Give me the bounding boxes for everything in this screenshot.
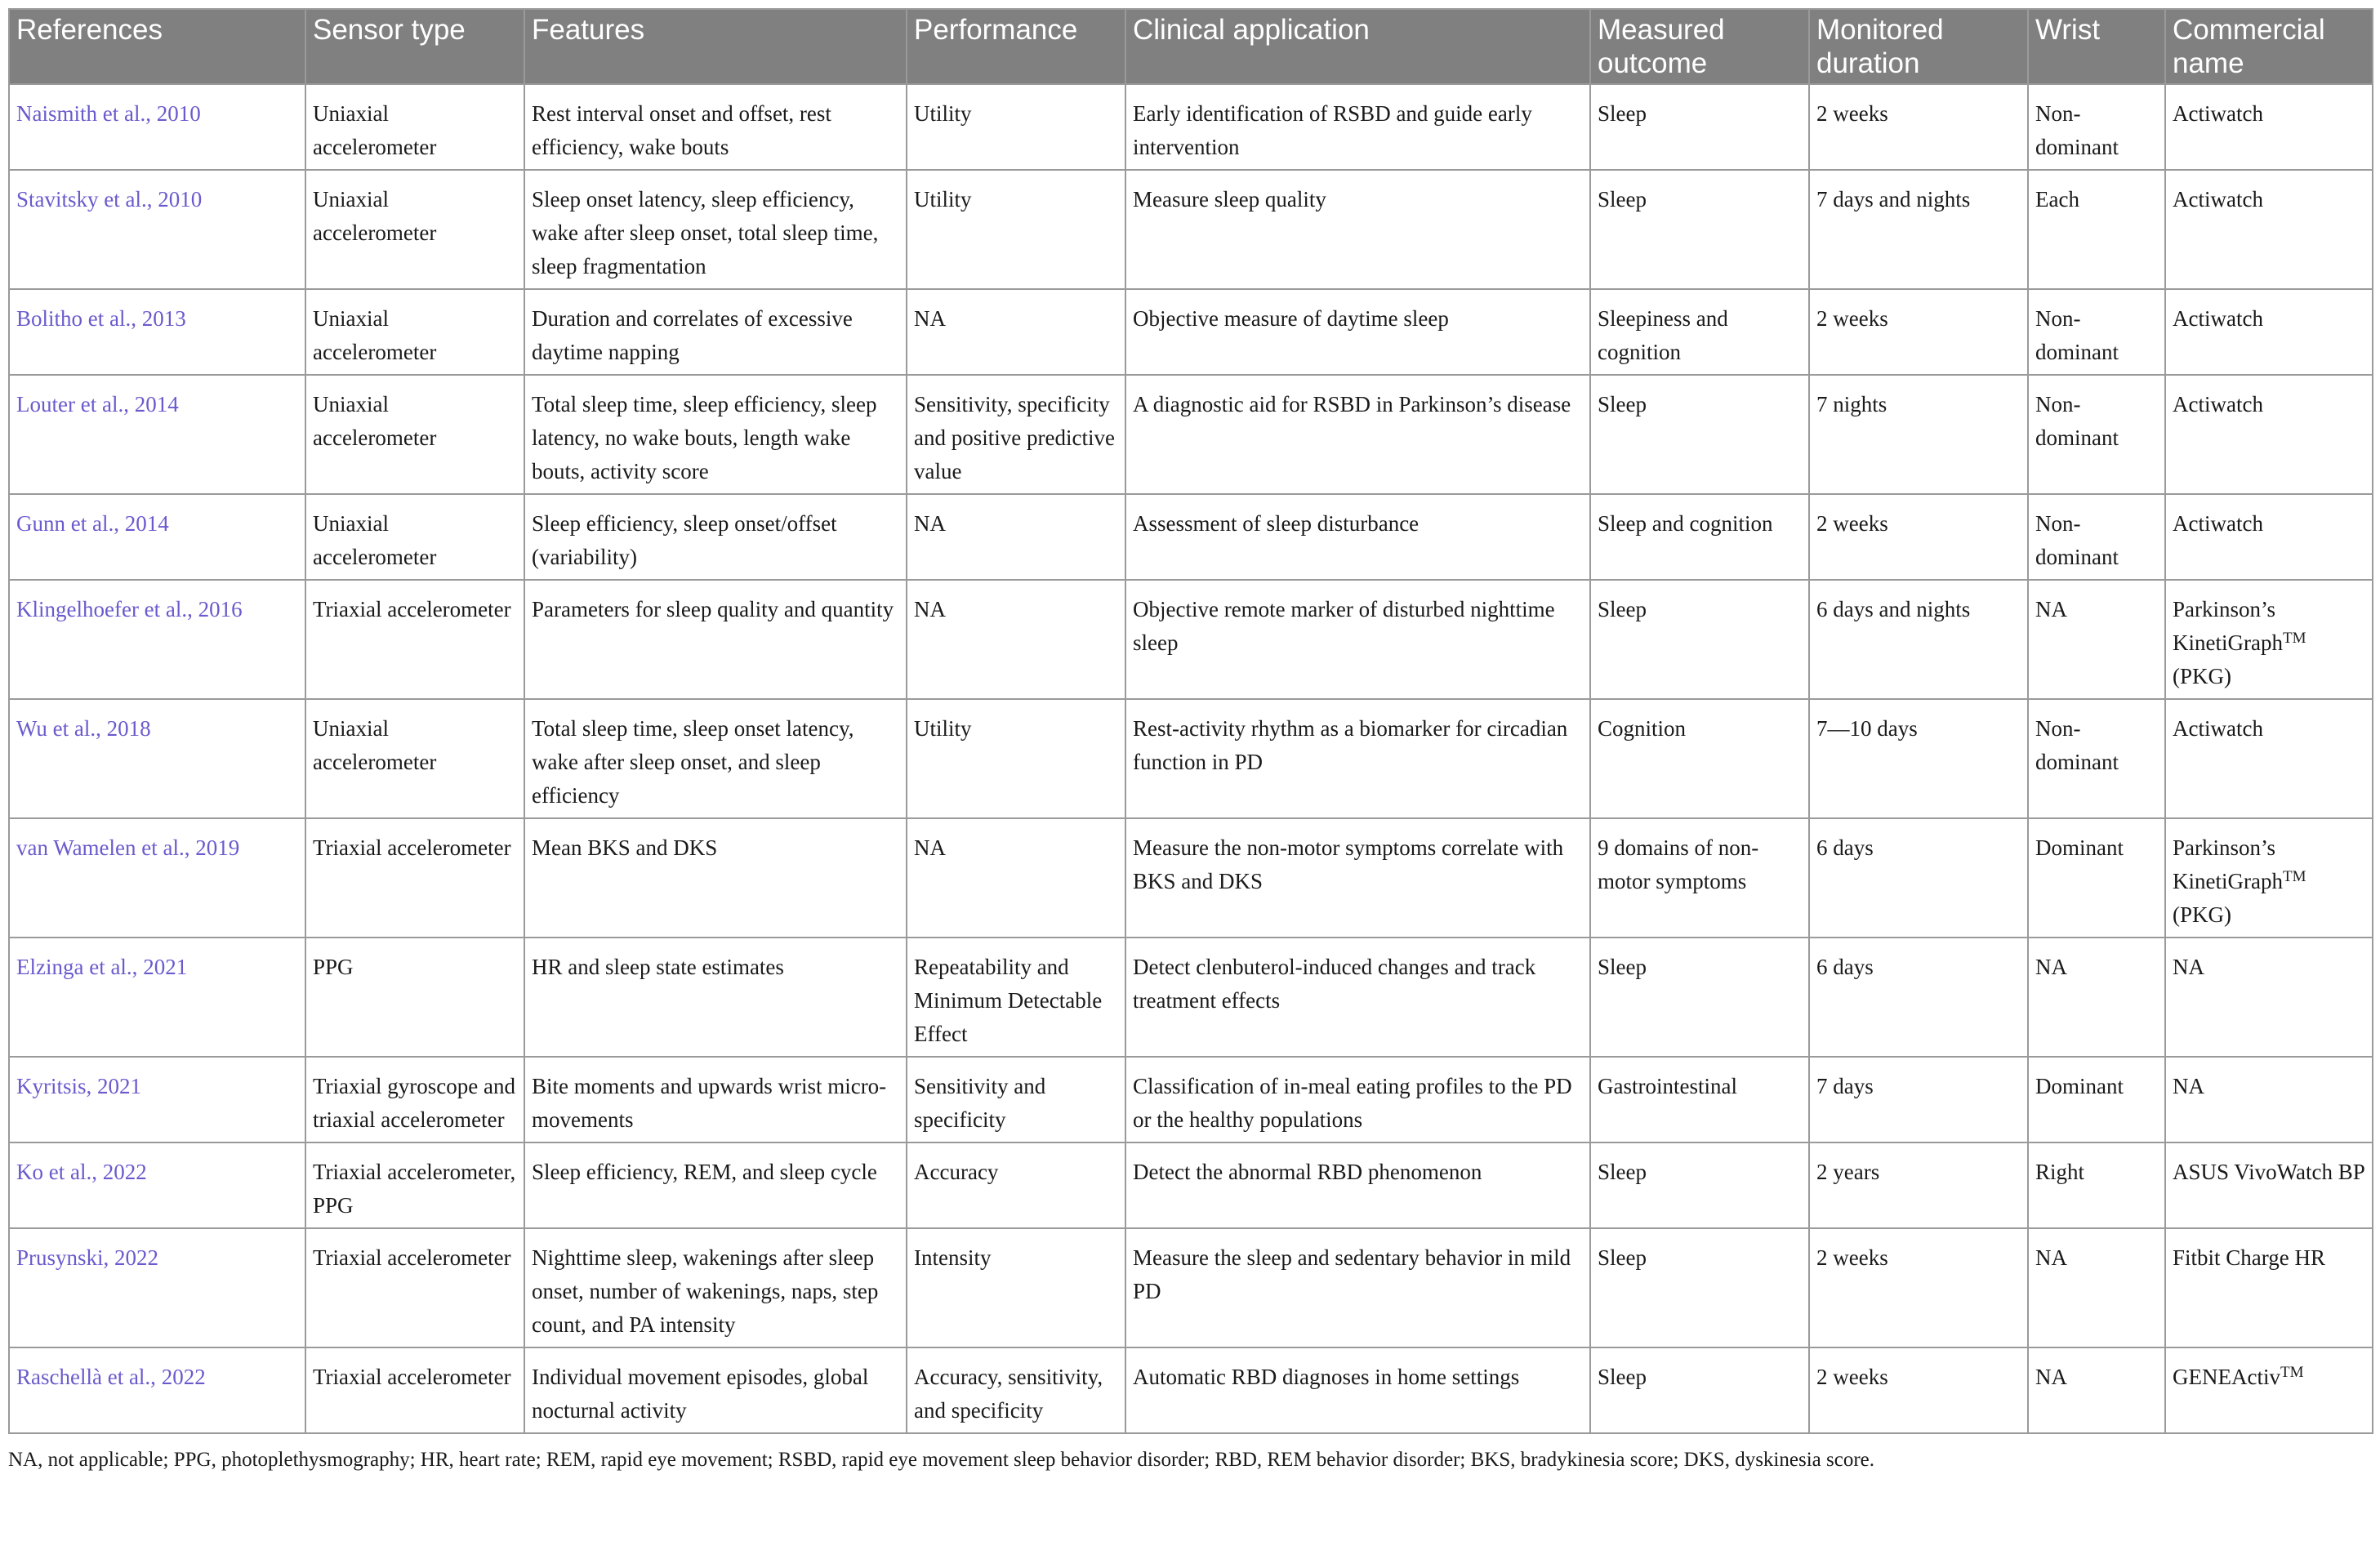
outcome-cell: Sleep and cognition <box>1590 494 1809 580</box>
duration-cell: 2 weeks <box>1809 84 2028 170</box>
features-cell: Individual movement episodes, global nocturnal activity <box>524 1347 907 1433</box>
commercial-cell <box>2165 580 2373 699</box>
sensor-cell: Uniaxial accelerometer <box>305 84 524 170</box>
sensor-cell: Triaxial accelerometer <box>305 580 524 699</box>
application-line: Rest-activity rhythm as a biomarker for circadian <box>1133 716 1568 741</box>
reference-cell[interactable] <box>9 1142 305 1228</box>
commercial-cell <box>2165 1347 2373 1433</box>
reference-cell[interactable] <box>9 289 305 375</box>
sensor-cell: PPG <box>305 938 524 1057</box>
table-row <box>9 84 2373 170</box>
outcome-cell: Sleep <box>1590 580 1809 699</box>
sensor-cell: Uniaxial accelerometer <box>305 289 524 375</box>
reference-author: Louter et al., <box>16 392 135 416</box>
sensor-cell: Uniaxial accelerometer <box>305 375 524 494</box>
commercial-name: Parkinson’s KinetiGraph <box>2173 835 2283 893</box>
header-monitored-duration: Monitored duration <box>1809 9 2028 84</box>
application-cell <box>1125 699 1590 818</box>
sensor-cell: Uniaxial accelerometer <box>305 494 524 580</box>
trademark-sup: TM <box>2282 868 2306 885</box>
outcome-cell: Sleep <box>1590 1142 1809 1228</box>
outcome-cell: Sleep <box>1590 84 1809 170</box>
application-cell: Detect clenbuterol-induced changes and track treatment effects <box>1125 938 1590 1057</box>
outcome-cell: Sleepiness and cognition <box>1590 289 1809 375</box>
application-cell: Automatic RBD diagnoses in home settings <box>1125 1347 1590 1433</box>
wrist-cell: Dominant <box>2028 818 2165 938</box>
commercial-cell <box>2165 375 2373 494</box>
commercial-name: Fitbit Charge HR <box>2173 1245 2326 1270</box>
performance-cell: Intensity <box>907 1228 1125 1347</box>
performance-cell: Repeatability and Minimum Detectable Effect <box>907 938 1125 1057</box>
reference-author: Kyritsis, <box>16 1074 98 1098</box>
commercial-cell <box>2165 1142 2373 1228</box>
performance-cell: Accuracy, sensitivity, and specificity <box>907 1347 1125 1433</box>
reference-cell[interactable] <box>9 818 305 938</box>
performance-cell: Sensitivity and specificity <box>907 1057 1125 1142</box>
reference-author: Raschellà et al., <box>16 1365 162 1389</box>
reference-year-link[interactable]: 2022 <box>161 1365 206 1389</box>
duration-cell: 2 weeks <box>1809 1228 2028 1347</box>
duration-cell: 2 years <box>1809 1142 2028 1228</box>
commercial-cell <box>2165 84 2373 170</box>
reference-cell[interactable] <box>9 699 305 818</box>
reference-author: Naismith et al., <box>16 101 157 126</box>
table-row <box>9 1228 2373 1347</box>
reference-year-link[interactable]: 2014 <box>124 511 169 536</box>
outcome-cell: 9 domains of non-motor symptoms <box>1590 818 1809 938</box>
reference-year-link[interactable]: 2022 <box>102 1160 147 1184</box>
features-cell: Rest interval onset and offset, rest efficiency, wake bouts <box>524 84 907 170</box>
wrist-cell: Non-dominant <box>2028 84 2165 170</box>
commercial-cell <box>2165 1228 2373 1347</box>
commercial-name: Actiwatch <box>2173 101 2263 126</box>
reference-year-link[interactable]: 2010 <box>156 101 201 126</box>
duration-cell: 7 nights <box>1809 375 2028 494</box>
performance-cell: Utility <box>907 84 1125 170</box>
wrist-cell: NA <box>2028 1228 2165 1347</box>
commercial-cell <box>2165 289 2373 375</box>
commercial-name: Actiwatch <box>2173 392 2263 416</box>
header-references: References <box>9 9 305 84</box>
table-row <box>9 289 2373 375</box>
commercial-name: Actiwatch <box>2173 306 2263 331</box>
application-cell: Detect the abnormal RBD phenomenon <box>1125 1142 1590 1228</box>
outcome-cell: Sleep <box>1590 375 1809 494</box>
trademark-sup: TM <box>2280 1364 2304 1381</box>
reference-cell[interactable] <box>9 494 305 580</box>
duration-cell: 2 weeks <box>1809 289 2028 375</box>
features-cell: Total sleep time, sleep onset latency, wake after sleep onset, and sleep efficiency <box>524 699 907 818</box>
reference-author: Elzinga et al., <box>16 955 144 979</box>
table-body <box>9 84 2373 1433</box>
reference-cell[interactable] <box>9 580 305 699</box>
table-row <box>9 580 2373 699</box>
reference-author: Ko et al., <box>16 1160 103 1184</box>
application-cell: Early identification of RSBD and guide early intervention <box>1125 84 1590 170</box>
wrist-cell: Non-dominant <box>2028 289 2165 375</box>
features-cell: Sleep onset latency, sleep efficiency, wake after sleep onset, total sleep time, sleep fragmentation <box>524 170 907 289</box>
reference-year-link[interactable]: 2021 <box>143 955 188 979</box>
features-cell: Mean BKS and DKS <box>524 818 907 938</box>
wrist-cell: Dominant <box>2028 1057 2165 1142</box>
reference-cell[interactable] <box>9 1228 305 1347</box>
wrist-cell: Non-dominant <box>2028 494 2165 580</box>
sensor-cell: Triaxial accelerometer <box>305 1347 524 1433</box>
table-row <box>9 818 2373 938</box>
features-cell: Duration and correlates of excessive daytime napping <box>524 289 907 375</box>
reference-year-link[interactable]: 2010 <box>158 187 203 212</box>
table-row <box>9 699 2373 818</box>
commercial-name: GENEActiv <box>2173 1365 2280 1389</box>
performance-cell: Sensitivity, specificity and positive predictive value <box>907 375 1125 494</box>
duration-cell: 2 weeks <box>1809 1347 2028 1433</box>
features-cell: Total sleep time, sleep efficiency, sleep latency, no wake bouts, length wake bouts, activity score <box>524 375 907 494</box>
table-row <box>9 494 2373 580</box>
application-cell: Objective remote marker of disturbed nighttime sleep <box>1125 580 1590 699</box>
trademark-sup: TM <box>2282 630 2306 647</box>
outcome-cell: Sleep <box>1590 1228 1809 1347</box>
application-cell: Classification of in-meal eating profiles to the PD or the healthy populations <box>1125 1057 1590 1142</box>
performance-cell: Utility <box>907 170 1125 289</box>
wrist-cell: Right <box>2028 1142 2165 1228</box>
performance-cell: Utility <box>907 699 1125 818</box>
reference-cell[interactable] <box>9 84 305 170</box>
wrist-cell: Each <box>2028 170 2165 289</box>
reference-year-link[interactable]: 2013 <box>141 306 186 331</box>
commercial-cell <box>2165 494 2373 580</box>
performance-cell: NA <box>907 580 1125 699</box>
duration-cell: 6 days <box>1809 938 2028 1057</box>
reference-author: Wu et al., <box>16 716 107 741</box>
header-features: Features <box>524 9 907 84</box>
outcome-cell: Cognition <box>1590 699 1809 818</box>
commercial-cell <box>2165 699 2373 818</box>
application-cell: A diagnostic aid for RSBD in Parkinson’s disease <box>1125 375 1590 494</box>
commercial-name: ASUS VivoWatch BP <box>2173 1160 2365 1184</box>
wrist-cell: Non-dominant <box>2028 375 2165 494</box>
reference-year-link[interactable]: 2019 <box>195 835 240 860</box>
table-row <box>9 170 2373 289</box>
table-container <box>8 8 2372 1472</box>
reference-author: Gunn et al., <box>16 511 125 536</box>
commercial-name: NA <box>2173 955 2204 979</box>
reference-cell[interactable] <box>9 375 305 494</box>
header-row <box>9 9 2373 84</box>
reference-cell[interactable] <box>9 1347 305 1433</box>
sensor-cell: Uniaxial accelerometer <box>305 699 524 818</box>
wrist-cell: NA <box>2028 1347 2165 1433</box>
features-cell: Parameters for sleep quality and quantity <box>524 580 907 699</box>
performance-cell: NA <box>907 818 1125 938</box>
sensor-cell: Triaxial accelerometer <box>305 818 524 938</box>
outcome-cell: Gastrointestinal <box>1590 1057 1809 1142</box>
commercial-name: NA <box>2173 1074 2204 1098</box>
table-row <box>9 1347 2373 1433</box>
commercial-cell <box>2165 938 2373 1057</box>
duration-cell: 2 weeks <box>1809 494 2028 580</box>
reference-cell[interactable] <box>9 1057 305 1142</box>
header-commercial-name: Commercial name <box>2165 9 2373 84</box>
performance-cell: NA <box>907 494 1125 580</box>
outcome-cell: Sleep <box>1590 1347 1809 1433</box>
application-cell: Measure the sleep and sedentary behavior in mild PD <box>1125 1228 1590 1347</box>
wrist-cell: NA <box>2028 938 2165 1057</box>
reference-year-link[interactable]: 2022 <box>114 1245 159 1270</box>
header-measured-outcome: Measured outcome <box>1590 9 1809 84</box>
table-row <box>9 938 2373 1057</box>
reference-cell[interactable] <box>9 170 305 289</box>
sensor-cell: Triaxial gyroscope and triaxial accelerometer <box>305 1057 524 1142</box>
duration-cell: 7 days and nights <box>1809 170 2028 289</box>
commercial-cell <box>2165 818 2373 938</box>
sensor-cell: Triaxial accelerometer <box>305 1228 524 1347</box>
commercial-suffix: (PKG) <box>2173 664 2231 688</box>
features-cell: Sleep efficiency, REM, and sleep cycle <box>524 1142 907 1228</box>
application-cell: Measure the non-motor symptoms correlate with BKS and DKS <box>1125 818 1590 938</box>
reference-cell[interactable] <box>9 938 305 1057</box>
header-clinical-application: Clinical application <box>1125 9 1590 84</box>
reference-year-link[interactable]: 2016 <box>198 597 243 621</box>
performance-cell: Accuracy <box>907 1142 1125 1228</box>
duration-cell: 6 days <box>1809 818 2028 938</box>
table-row <box>9 1142 2373 1228</box>
reference-author: Prusynski, <box>16 1245 115 1270</box>
reference-year-link[interactable]: 2014 <box>134 392 179 416</box>
features-cell: Bite moments and upwards wrist micro-movements <box>524 1057 907 1142</box>
wrist-cell: NA <box>2028 580 2165 699</box>
table-footnote: NA, not applicable; PPG, photoplethysmography; HR, heart rate; REM, rapid eye movement; RSBD, rapid eye movement sleep behavior disorder; RBD, REM behavior disorder; BKS, bradykinesia score; DKS, dyskinesia score. <box>8 1449 1874 1471</box>
features-cell: HR and sleep state estimates <box>524 938 907 1057</box>
application-cell: Assessment of sleep disturbance <box>1125 494 1590 580</box>
commercial-name: Parkinson’s KinetiGraph <box>2173 597 2283 655</box>
reference-year-link[interactable]: 2018 <box>106 716 151 741</box>
commercial-name: Actiwatch <box>2173 187 2263 212</box>
application-cell: Objective measure of daytime sleep <box>1125 289 1590 375</box>
application-cell: Measure sleep quality <box>1125 170 1590 289</box>
header-wrist: Wrist <box>2028 9 2165 84</box>
reference-author: Bolitho et al., <box>16 306 142 331</box>
reference-author: Klingelhoefer et al., <box>16 597 198 621</box>
references-table <box>8 8 2373 1434</box>
features-cell: Sleep efficiency, sleep onset/offset (variability) <box>524 494 907 580</box>
reference-year-link[interactable]: 2021 <box>97 1074 142 1098</box>
wrist-cell: Non-dominant <box>2028 699 2165 818</box>
features-cell: Nighttime sleep, wakenings after sleep onset, number of wakenings, naps, step count, and PA intensity <box>524 1228 907 1347</box>
header-performance: Performance <box>907 9 1125 84</box>
table-row <box>9 1057 2373 1142</box>
reference-author: van Wamelen et al., <box>16 835 196 860</box>
sensor-cell: Uniaxial accelerometer <box>305 170 524 289</box>
commercial-cell <box>2165 170 2373 289</box>
reference-author: Stavitsky et al., <box>16 187 158 212</box>
duration-cell: 7 days <box>1809 1057 2028 1142</box>
commercial-suffix: (PKG) <box>2173 902 2231 927</box>
duration-cell: 6 days and nights <box>1809 580 2028 699</box>
performance-cell: NA <box>907 289 1125 375</box>
outcome-cell: Sleep <box>1590 170 1809 289</box>
duration-cell: 7—10 days <box>1809 699 2028 818</box>
header-sensor-type: Sensor type <box>305 9 524 84</box>
commercial-cell <box>2165 1057 2373 1142</box>
sensor-cell: Triaxial accelerometer, PPG <box>305 1142 524 1228</box>
table-row <box>9 375 2373 494</box>
application-line: function in PD <box>1133 750 1263 774</box>
outcome-cell: Sleep <box>1590 938 1809 1057</box>
commercial-name: Actiwatch <box>2173 716 2263 741</box>
commercial-name: Actiwatch <box>2173 511 2263 536</box>
